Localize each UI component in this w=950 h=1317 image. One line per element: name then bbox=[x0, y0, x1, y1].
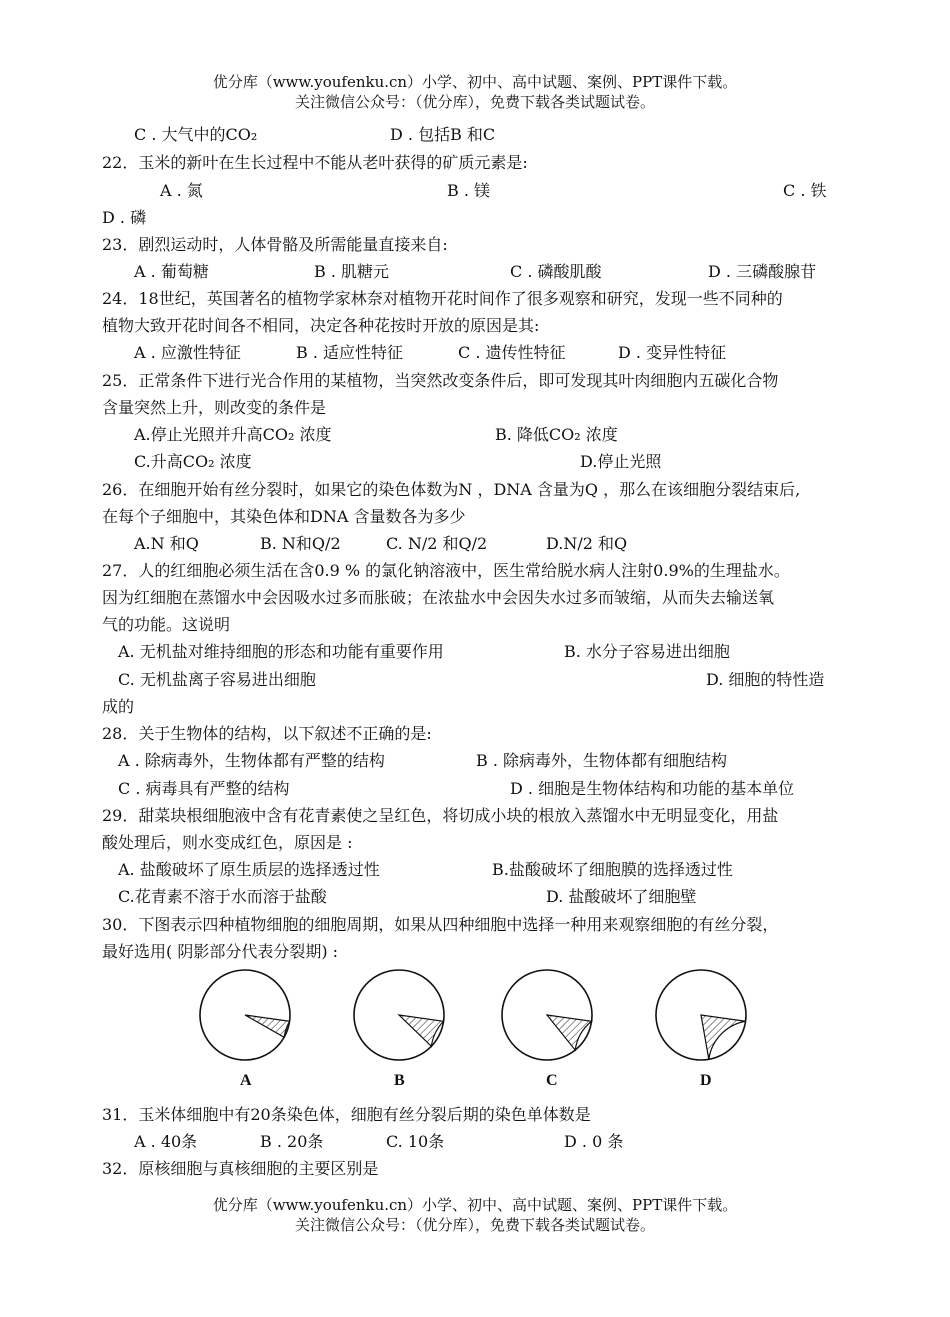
q25-stem-line-1: 25．正常条件下进行光合作用的某植物，当突然改变条件后，即可发现其叶肉细胞内五碳化合物 bbox=[102, 371, 779, 390]
q25-stem-line-2: 含量突然上升，则改变的条件是 bbox=[102, 398, 327, 417]
diagram-label-b: B bbox=[394, 1072, 405, 1089]
q24-option-c: C . 遗传性特征 bbox=[458, 343, 566, 362]
q27-stem-line-2: 因为红细胞在蒸馏水中会因吸水过多而胀破；在浓盐水中会因失水过多而皱缩，从而失去输送氧 bbox=[102, 588, 775, 607]
cell-cycle-diagram-b bbox=[352, 968, 456, 1064]
q31-option-c: C. 10条 bbox=[386, 1132, 445, 1151]
q31-option-b: B . 20条 bbox=[260, 1132, 324, 1151]
q23-option-b: B . 肌糖元 bbox=[314, 262, 390, 281]
q31-option-a: A . 40条 bbox=[134, 1132, 198, 1151]
q32-stem: 32．原核细胞与真核细胞的主要区别是 bbox=[102, 1159, 379, 1178]
footer-line-2: 关注微信公众号：（优分库），免费下载各类试题试卷。 bbox=[294, 1216, 655, 1234]
q22-stem: 22．玉米的新叶在生长过程中不能从老叶获得的矿质元素是: bbox=[102, 153, 528, 172]
q26-stem-line-1: 26．在细胞开始有丝分裂时，如果它的染色体数为N ，DNA 含量为Q ，那么在该细胞分裂结束后, bbox=[102, 480, 801, 499]
q25-option-a: A.停止光照并升高CO₂ 浓度 bbox=[134, 425, 332, 444]
q24-option-a: A . 应激性特征 bbox=[134, 343, 241, 362]
q28-option-c: C . 病毒具有严整的结构 bbox=[118, 779, 290, 798]
q23-option-a: A . 葡萄糖 bbox=[134, 262, 209, 281]
q28-stem: 28．关于生物体的结构，以下叙述不正确的是: bbox=[102, 724, 432, 743]
q22-option-b: B . 镁 bbox=[447, 181, 491, 200]
q24-option-b: B . 适应性特征 bbox=[296, 343, 404, 362]
q21-option-c: C . 大气中的CO₂ bbox=[134, 125, 258, 144]
q27-stem-line-1: 27．人的红细胞必须生活在含0.9 % 的氯化钠溶液中，医生常给脱水病人注射0.9%的生理盐水。 bbox=[102, 561, 790, 580]
footer-line-1: 优分库（www.youfenku.cn）小学、初中、高中试题、案例、PPT课件下载。 bbox=[212, 1196, 738, 1214]
q29-option-b: B.盐酸破坏了细胞膜的选择透过性 bbox=[492, 860, 733, 879]
diagram-label-d: D bbox=[700, 1072, 712, 1089]
q23-option-d: D . 三磷酸腺苷 bbox=[708, 262, 817, 281]
q31-stem: 31．玉米体细胞中有20条染色体，细胞有丝分裂后期的染色单体数是 bbox=[102, 1105, 591, 1124]
q27-option-b: B. 水分子容易进出细胞 bbox=[564, 642, 730, 661]
header-line-1: 优分库（www.youfenku.cn）小学、初中、高中试题、案例、PPT课件下载。 bbox=[212, 73, 738, 91]
q25-option-b: B. 降低CO₂ 浓度 bbox=[495, 425, 618, 444]
diagram-label-c: C bbox=[546, 1072, 558, 1089]
q27-option-d: D. 细胞的特性造 bbox=[706, 670, 825, 689]
q25-option-c: C.升高CO₂ 浓度 bbox=[134, 452, 252, 471]
q24-option-d: D . 变异性特征 bbox=[618, 343, 727, 362]
cell-cycle-diagram-d bbox=[654, 968, 758, 1064]
q30-stem-line-1: 30．下图表示四种植物细胞的细胞周期，如果从四种细胞中选择一种用来观察细胞的有丝分裂， bbox=[102, 915, 779, 934]
q29-option-a: A. 盐酸破坏了原生质层的选择透过性 bbox=[118, 860, 380, 879]
q26-stem-line-2: 在每个子细胞中，其染色体和DNA 含量数各为多少 bbox=[102, 507, 466, 526]
q21-option-d: D . 包括B 和C bbox=[390, 125, 496, 144]
q26-option-a: A.N 和Q bbox=[134, 534, 199, 553]
q23-option-c: C . 磷酸肌酸 bbox=[510, 262, 602, 281]
cell-cycle-diagram-a bbox=[198, 968, 302, 1064]
q29-stem-line-2: 酸处理后，则水变成红色，原因是 : bbox=[102, 833, 353, 852]
q30-stem-line-2: 最好选用( 阴影部分代表分裂期) : bbox=[102, 942, 339, 961]
q29-stem-line-1: 29．甜菜块根细胞液中含有花青素使之呈红色，将切成小块的根放入蒸馏水中无明显变化，用盐 bbox=[102, 806, 779, 825]
q26-option-d: D.N/2 和Q bbox=[546, 534, 628, 553]
q31-option-d: D . 0 条 bbox=[564, 1132, 624, 1151]
q28-option-a: A . 除病毒外，生物体都有严整的结构 bbox=[118, 751, 385, 770]
q29-option-d: D. 盐酸破坏了细胞壁 bbox=[546, 887, 697, 906]
q27-stem-line-3: 气的功能。这说明 bbox=[102, 615, 231, 634]
q24-stem-line-2: 植物大致开花时间各不相同，决定各种花按时开放的原因是其: bbox=[102, 316, 540, 335]
q22-option-c: C . 铁 bbox=[783, 181, 827, 200]
q28-option-d: D . 细胞是生物体结构和功能的基本单位 bbox=[510, 779, 795, 798]
q27-option-a: A. 无机盐对维持细胞的形态和功能有重要作用 bbox=[118, 642, 444, 661]
q26-option-c: C. N/2 和Q/2 bbox=[386, 534, 488, 553]
q27-option-d-wrap: 成的 bbox=[102, 697, 135, 716]
q25-option-d: D.停止光照 bbox=[580, 452, 662, 471]
q29-option-c: C.花青素不溶于水而溶于盐酸 bbox=[118, 887, 327, 906]
cell-cycle-diagram-c bbox=[500, 968, 604, 1064]
diagram-label-a: A bbox=[240, 1072, 252, 1089]
q22-option-a: A . 氮 bbox=[160, 181, 203, 200]
q22-option-d: D . 磷 bbox=[102, 208, 147, 227]
q23-stem: 23．剧烈运动时，人体骨骼及所需能量直接来自: bbox=[102, 235, 448, 254]
header-line-2: 关注微信公众号：（优分库），免费下载各类试题试卷。 bbox=[294, 93, 655, 111]
q24-stem-line-1: 24．18世纪，英国著名的植物学家林奈对植物开花时间作了很多观察和研究，发现一些不同种的 bbox=[102, 289, 783, 308]
q27-option-c: C. 无机盐离子容易进出细胞 bbox=[118, 670, 316, 689]
q28-option-b: B . 除病毒外，生物体都有细胞结构 bbox=[476, 751, 728, 770]
q26-option-b: B. N和Q/2 bbox=[260, 534, 341, 553]
